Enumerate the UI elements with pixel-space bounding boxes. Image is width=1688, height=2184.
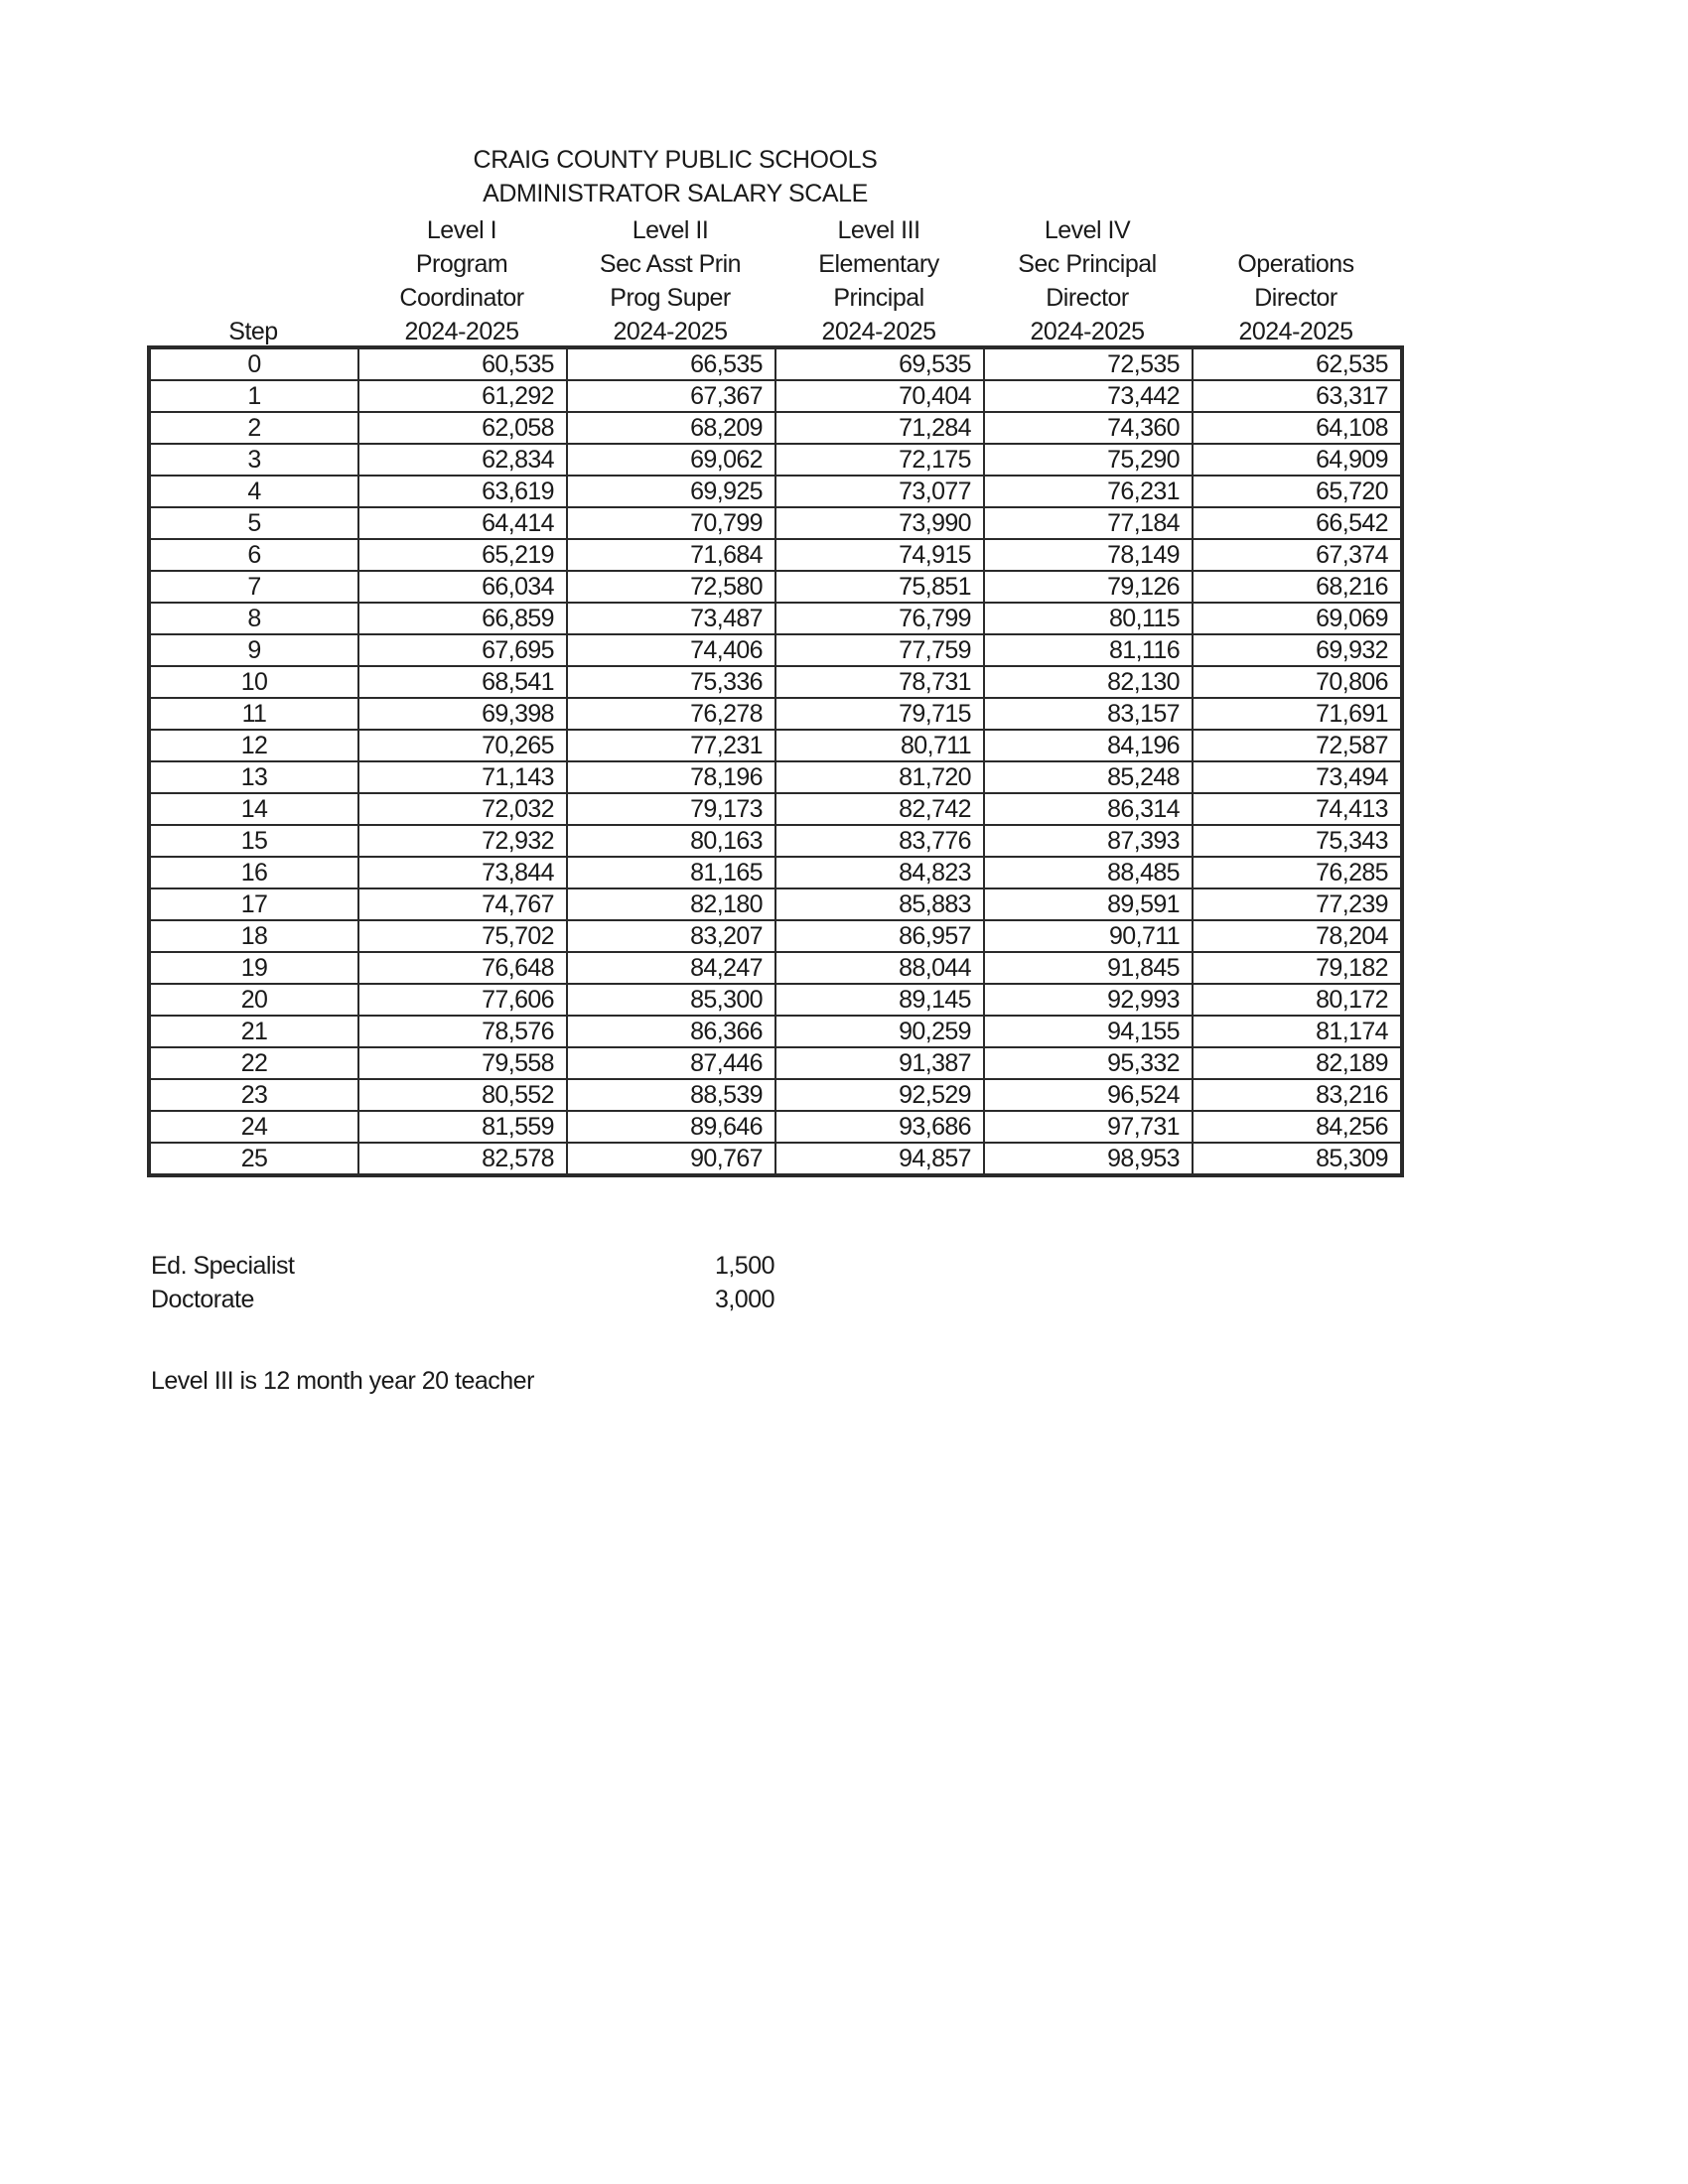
salary-cell: 77,759 (775, 634, 984, 666)
column-header-4 (983, 213, 1192, 348)
salary-cell: 84,247 (567, 952, 775, 984)
salary-cell: 71,143 (358, 761, 567, 793)
salary-cell: 76,231 (984, 476, 1193, 507)
salary-cell: 79,558 (358, 1047, 567, 1079)
salary-cell: 76,285 (1193, 857, 1401, 888)
salary-cell: 88,539 (567, 1079, 775, 1111)
salary-cell: 80,711 (775, 730, 984, 761)
step-cell: 5 (150, 507, 358, 539)
supplement-value-doctorate: 3,000 (714, 1286, 774, 1313)
supplement-value-ed-specialist: 1,500 (714, 1252, 774, 1280)
salary-cell: 81,559 (358, 1111, 567, 1143)
table-row (150, 1079, 1401, 1111)
column-header-line: Operations (1237, 250, 1354, 278)
salary-cell: 72,175 (775, 444, 984, 476)
column-header-line: Level IV (1044, 216, 1131, 244)
salary-cell: 74,767 (358, 888, 567, 920)
salary-cell: 77,239 (1193, 888, 1401, 920)
salary-cell: 77,606 (358, 984, 567, 1016)
salary-cell: 94,155 (984, 1016, 1193, 1047)
salary-cell: 85,309 (1193, 1143, 1401, 1174)
table-row (150, 1016, 1401, 1047)
salary-cell: 72,535 (984, 348, 1193, 380)
salary-cell: 76,648 (358, 952, 567, 984)
salary-cell: 85,300 (567, 984, 775, 1016)
salary-cell: 91,387 (775, 1047, 984, 1079)
salary-cell: 61,292 (358, 380, 567, 412)
salary-cell: 84,256 (1193, 1111, 1401, 1143)
column-header-line: 2024-2025 (1238, 318, 1353, 345)
column-header-line: 2024-2025 (1030, 318, 1145, 345)
table-row (150, 476, 1401, 507)
table-row (150, 412, 1401, 444)
supplement-label-doctorate: Doctorate (151, 1286, 254, 1313)
column-header-1 (357, 213, 566, 348)
salary-cell: 83,157 (984, 698, 1193, 730)
column-header-2 (566, 213, 774, 348)
salary-cell: 64,909 (1193, 444, 1401, 476)
salary-cell: 79,182 (1193, 952, 1401, 984)
supplement-label-ed-specialist: Ed. Specialist (151, 1252, 295, 1280)
salary-cell: 75,702 (358, 920, 567, 952)
salary-cell: 81,116 (984, 634, 1193, 666)
table-row (150, 1143, 1401, 1174)
step-cell: 20 (150, 984, 358, 1016)
step-cell: 16 (150, 857, 358, 888)
salary-cell: 69,069 (1193, 603, 1401, 634)
step-cell: 11 (150, 698, 358, 730)
salary-cell: 67,695 (358, 634, 567, 666)
salary-cell: 78,731 (775, 666, 984, 698)
salary-cell: 75,851 (775, 571, 984, 603)
step-cell: 8 (150, 603, 358, 634)
salary-cell: 64,108 (1193, 412, 1401, 444)
salary-cell: 63,317 (1193, 380, 1401, 412)
salary-cell: 70,799 (567, 507, 775, 539)
salary-cell: 93,686 (775, 1111, 984, 1143)
table-row (150, 952, 1401, 984)
salary-cell: 63,619 (358, 476, 567, 507)
column-header-line: 2024-2025 (613, 318, 728, 345)
salary-cell: 76,799 (775, 603, 984, 634)
salary-cell: 94,857 (775, 1143, 984, 1174)
column-header-line: 2024-2025 (404, 318, 519, 345)
salary-cell: 67,374 (1193, 539, 1401, 571)
salary-cell: 73,494 (1193, 761, 1401, 793)
salary-cell: 80,552 (358, 1079, 567, 1111)
salary-cell: 77,184 (984, 507, 1193, 539)
table-row (150, 730, 1401, 761)
salary-cell: 81,174 (1193, 1016, 1401, 1047)
salary-cell: 68,541 (358, 666, 567, 698)
salary-cell: 83,776 (775, 825, 984, 857)
column-header-line: Coordinator (399, 284, 524, 312)
salary-cell: 89,591 (984, 888, 1193, 920)
step-cell: 0 (150, 348, 358, 380)
salary-cell: 79,715 (775, 698, 984, 730)
column-header-line: Elementary (818, 250, 939, 278)
table-row (150, 571, 1401, 603)
salary-cell: 86,957 (775, 920, 984, 952)
salary-cell: 75,343 (1193, 825, 1401, 857)
salary-cell: 73,487 (567, 603, 775, 634)
salary-cell: 71,684 (567, 539, 775, 571)
salary-cell: 66,034 (358, 571, 567, 603)
salary-cell: 78,576 (358, 1016, 567, 1047)
salary-cell: 79,173 (567, 793, 775, 825)
table-row (150, 984, 1401, 1016)
step-cell: 10 (150, 666, 358, 698)
salary-cell: 86,314 (984, 793, 1193, 825)
salary-cell: 72,932 (358, 825, 567, 857)
salary-cell: 80,172 (1193, 984, 1401, 1016)
salary-scale-table (149, 347, 1402, 1175)
table-row (150, 666, 1401, 698)
salary-cell: 77,231 (567, 730, 775, 761)
column-header-line: Sec Asst Prin (599, 250, 742, 278)
salary-cell: 90,259 (775, 1016, 984, 1047)
salary-cell: 68,209 (567, 412, 775, 444)
step-cell: 21 (150, 1016, 358, 1047)
table-row (150, 888, 1401, 920)
salary-cell: 89,646 (567, 1111, 775, 1143)
salary-cell: 70,404 (775, 380, 984, 412)
step-cell: 18 (150, 920, 358, 952)
table-row (150, 507, 1401, 539)
salary-cell: 71,691 (1193, 698, 1401, 730)
salary-cell: 65,219 (358, 539, 567, 571)
salary-cell: 75,290 (984, 444, 1193, 476)
step-cell: 2 (150, 412, 358, 444)
salary-cell: 84,823 (775, 857, 984, 888)
document-title: CRAIG COUNTY PUBLIC SCHOOLS (473, 146, 878, 174)
table-row (150, 920, 1401, 952)
column-header-0 (149, 213, 357, 348)
salary-cell: 92,993 (984, 984, 1193, 1016)
document-subtitle: ADMINISTRATOR SALARY SCALE (483, 180, 868, 207)
salary-cell: 69,925 (567, 476, 775, 507)
salary-cell: 81,720 (775, 761, 984, 793)
table-row (150, 825, 1401, 857)
salary-cell: 73,844 (358, 857, 567, 888)
salary-cell: 60,535 (358, 348, 567, 380)
step-cell: 6 (150, 539, 358, 571)
salary-cell: 87,393 (984, 825, 1193, 857)
column-header-line: 2024-2025 (821, 318, 936, 345)
salary-cell: 62,535 (1193, 348, 1401, 380)
column-header-line: Step (228, 318, 278, 345)
column-header-line: Director (1254, 284, 1337, 312)
column-header-line: Sec Principal (1018, 250, 1157, 278)
salary-cell: 62,834 (358, 444, 567, 476)
step-cell: 19 (150, 952, 358, 984)
salary-cell: 74,915 (775, 539, 984, 571)
salary-cell: 64,414 (358, 507, 567, 539)
table-row (150, 634, 1401, 666)
salary-cell: 79,126 (984, 571, 1193, 603)
salary-cell: 82,180 (567, 888, 775, 920)
salary-cell: 73,990 (775, 507, 984, 539)
step-cell: 22 (150, 1047, 358, 1079)
salary-cell: 92,529 (775, 1079, 984, 1111)
salary-cell: 82,742 (775, 793, 984, 825)
step-cell: 9 (150, 634, 358, 666)
salary-cell: 73,442 (984, 380, 1193, 412)
salary-cell: 85,248 (984, 761, 1193, 793)
table-row (150, 380, 1401, 412)
salary-cell: 86,366 (567, 1016, 775, 1047)
salary-cell: 74,406 (567, 634, 775, 666)
salary-cell: 76,278 (567, 698, 775, 730)
table-row (150, 444, 1401, 476)
table-row (150, 603, 1401, 634)
salary-cell: 90,711 (984, 920, 1193, 952)
salary-cell: 70,806 (1193, 666, 1401, 698)
salary-cell: 83,207 (567, 920, 775, 952)
salary-cell: 85,883 (775, 888, 984, 920)
salary-cell: 78,204 (1193, 920, 1401, 952)
salary-cell: 97,731 (984, 1111, 1193, 1143)
step-cell: 12 (150, 730, 358, 761)
step-cell: 14 (150, 793, 358, 825)
salary-cell: 89,145 (775, 984, 984, 1016)
step-cell: 15 (150, 825, 358, 857)
table-row (150, 539, 1401, 571)
salary-cell: 78,196 (567, 761, 775, 793)
salary-cell: 84,196 (984, 730, 1193, 761)
column-header-line: Principal (833, 284, 924, 312)
step-cell: 7 (150, 571, 358, 603)
table-row (150, 761, 1401, 793)
salary-cell: 72,580 (567, 571, 775, 603)
salary-cell: 87,446 (567, 1047, 775, 1079)
salary-cell: 70,265 (358, 730, 567, 761)
salary-cell: 88,485 (984, 857, 1193, 888)
salary-cell: 68,216 (1193, 571, 1401, 603)
salary-cell: 71,284 (775, 412, 984, 444)
table-row (150, 348, 1401, 380)
salary-cell: 69,535 (775, 348, 984, 380)
column-header-5 (1192, 213, 1400, 348)
salary-cell: 82,578 (358, 1143, 567, 1174)
table-row (150, 1111, 1401, 1143)
column-header-line: Level II (632, 216, 709, 244)
column-header-line: Level III (837, 216, 920, 244)
salary-cell: 83,216 (1193, 1079, 1401, 1111)
salary-cell: 62,058 (358, 412, 567, 444)
table-row (150, 1047, 1401, 1079)
step-cell: 17 (150, 888, 358, 920)
salary-cell: 82,189 (1193, 1047, 1401, 1079)
step-cell: 24 (150, 1111, 358, 1143)
table-row (150, 698, 1401, 730)
salary-cell: 82,130 (984, 666, 1193, 698)
salary-cell: 69,398 (358, 698, 567, 730)
salary-cell: 95,332 (984, 1047, 1193, 1079)
salary-cell: 88,044 (775, 952, 984, 984)
column-header-line: Prog Super (610, 284, 731, 312)
step-cell: 1 (150, 380, 358, 412)
salary-cell: 74,413 (1193, 793, 1401, 825)
column-header-3 (774, 213, 983, 348)
salary-cell: 72,032 (358, 793, 567, 825)
step-cell: 23 (150, 1079, 358, 1111)
footnote: Level III is 12 month year 20 teacher (151, 1367, 534, 1395)
salary-cell: 91,845 (984, 952, 1193, 984)
salary-cell: 90,767 (567, 1143, 775, 1174)
step-cell: 13 (150, 761, 358, 793)
salary-cell: 78,149 (984, 539, 1193, 571)
salary-cell: 96,524 (984, 1079, 1193, 1111)
salary-cell: 66,535 (567, 348, 775, 380)
step-cell: 25 (150, 1143, 358, 1174)
step-cell: 3 (150, 444, 358, 476)
salary-cell: 98,953 (984, 1143, 1193, 1174)
table-row (150, 793, 1401, 825)
salary-cell: 74,360 (984, 412, 1193, 444)
salary-cell: 80,115 (984, 603, 1193, 634)
salary-cell: 69,932 (1193, 634, 1401, 666)
salary-cell: 73,077 (775, 476, 984, 507)
column-header-line: Director (1046, 284, 1129, 312)
salary-cell: 69,062 (567, 444, 775, 476)
column-header-line: Level I (426, 216, 497, 244)
salary-cell: 75,336 (567, 666, 775, 698)
salary-cell: 80,163 (567, 825, 775, 857)
salary-cell: 72,587 (1193, 730, 1401, 761)
column-header-line: Program (415, 250, 508, 278)
step-cell: 4 (150, 476, 358, 507)
salary-cell: 66,859 (358, 603, 567, 634)
salary-cell: 66,542 (1193, 507, 1401, 539)
salary-cell: 67,367 (567, 380, 775, 412)
table-row (150, 857, 1401, 888)
salary-cell: 81,165 (567, 857, 775, 888)
salary-cell: 65,720 (1193, 476, 1401, 507)
